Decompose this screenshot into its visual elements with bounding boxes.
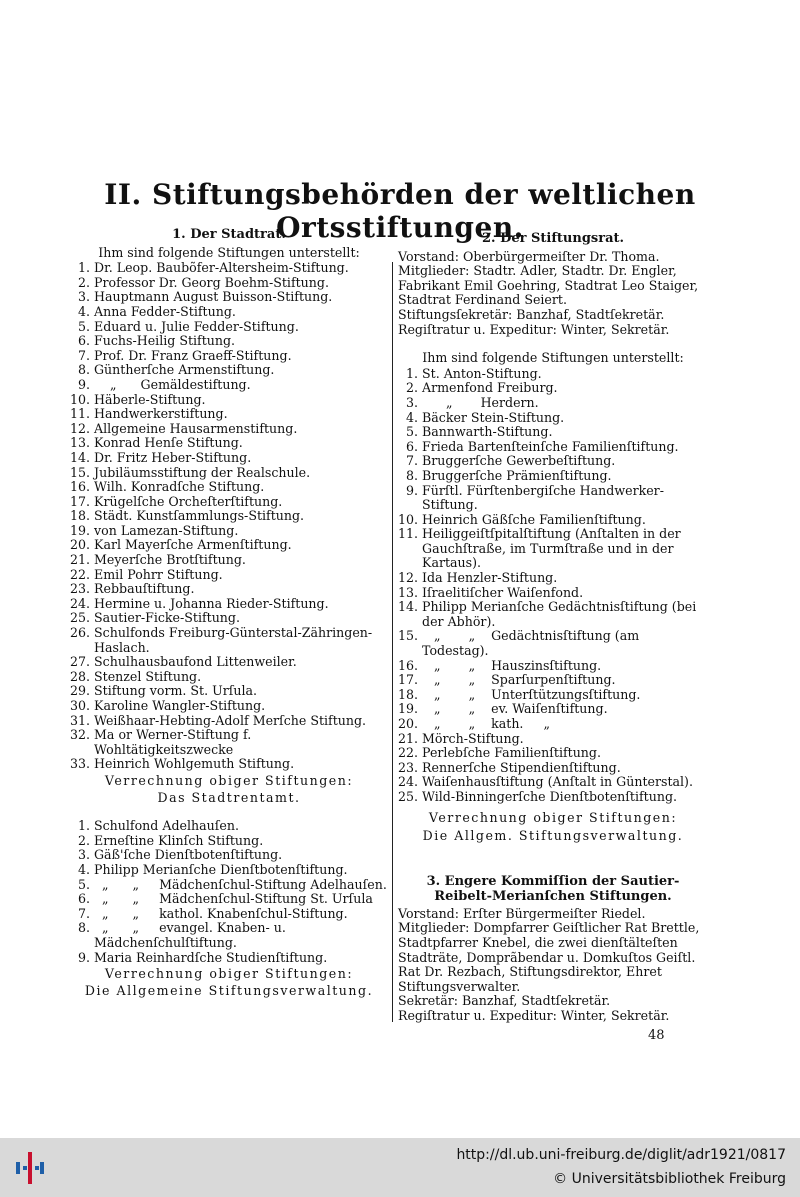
verrechnung-authority-right: Die Allgem. Stiftungsverwaltung. — [422, 828, 684, 844]
list-item — [398, 411, 708, 426]
list-item — [398, 425, 708, 440]
list-item — [70, 892, 388, 907]
item-text: Konrad Henſe Stiftung. — [94, 435, 243, 451]
item-text: „ „ kath. „ — [422, 716, 550, 731]
item-number: 28. — [70, 668, 91, 684]
list-item — [398, 571, 708, 586]
item-text: Iſraelitiſcher Waiſenfond. — [422, 584, 584, 600]
item-text: Hauptmann August Buisson-Stiftung. — [94, 289, 333, 305]
list-item — [70, 290, 388, 305]
item-text: Stiftung vorm. St. Urſula. — [94, 683, 258, 699]
permalink-link[interactable]: http://dl.ub.uni-freiburg.de/diglit/adr1921/0817 — [456, 1147, 786, 1163]
item-text: Stenzel Stiftung. — [94, 668, 202, 684]
item-number: 11. — [398, 526, 419, 542]
list-item — [70, 757, 388, 772]
spacer — [398, 844, 708, 874]
list-item — [70, 626, 388, 655]
item-number: 14. — [398, 599, 419, 615]
item-number: 27. — [70, 654, 91, 670]
list-item — [70, 907, 388, 922]
item-text: Bäcker Stein-Stiftung. — [422, 409, 565, 425]
item-number: 9. — [77, 376, 90, 392]
list-item — [70, 436, 388, 451]
item-text: „ „ ev. Waiſenſtiftung. — [422, 701, 608, 717]
verrechnung-heading-right: Verrechnung obiger Stiftungen: — [428, 809, 678, 825]
item-text: Sautier-Ficke-Stiftung. — [94, 610, 240, 626]
item-number: 25. — [70, 610, 91, 626]
item-number: 6. — [405, 438, 418, 454]
item-text: Dr. Fritz Heber-Stiftung. — [94, 449, 252, 465]
list-item — [70, 524, 388, 539]
item-number: 5. — [77, 876, 90, 892]
item-text: Fürſtl. Fürſtenbergiſche Handwerker-Stiftung. — [422, 482, 664, 513]
list-item — [70, 655, 388, 670]
list-item — [398, 775, 708, 790]
list-item — [398, 454, 708, 469]
item-number: 13. — [70, 435, 91, 451]
list-item — [398, 761, 708, 776]
item-text: Weißhaar-Hebting-Adolf Merſche Stiftung. — [94, 712, 367, 728]
stiftungsverwaltung-list — [70, 819, 388, 965]
item-number: 15. — [398, 628, 419, 644]
list-item — [70, 728, 388, 757]
list-item — [70, 819, 388, 834]
list-item — [70, 863, 388, 878]
item-text: „ „ Gedächtnisſtiftung (am Todestag). — [422, 628, 640, 659]
item-number: 1. — [77, 818, 90, 834]
spacer — [70, 805, 388, 819]
list-item — [70, 611, 388, 626]
item-text: Schulfond Adelhauſen. — [94, 818, 239, 834]
item-text: Philipp Merianſche Dienſtbotenſtiftung. — [94, 861, 348, 877]
list-item — [70, 714, 388, 729]
list-item — [398, 659, 708, 674]
list-item — [398, 367, 708, 382]
item-number: 9. — [77, 949, 90, 965]
item-text: Eduard u. Julie Fedder-Stiftung. — [94, 318, 299, 334]
stiftungsrat-foundation-list — [398, 367, 708, 805]
item-text: „ „ Mädchenſchul-Stiftung St. Urſula — [94, 891, 373, 907]
item-number: 10. — [70, 391, 91, 407]
list-item — [70, 495, 388, 510]
item-text: Philipp Merianſche Gedächtnisſtiftung (bei der Abhör). — [422, 599, 697, 629]
item-text: Frieda Bartenſteinſche Familienſtiftung. — [422, 438, 679, 454]
item-text: Ma or Werner-Stiftung f. Wohltätigkeitszwecke — [94, 727, 252, 757]
item-number: 15. — [70, 464, 91, 480]
list-item — [398, 484, 708, 513]
item-number: 10. — [398, 511, 419, 527]
item-text: Heinrich Wohlgemuth Stiftung. — [94, 756, 295, 772]
list-item — [398, 732, 708, 747]
item-text: Bruggerſche Gewerbeſtiftung. — [422, 453, 616, 469]
item-number: 29. — [70, 683, 91, 699]
list-item — [70, 509, 388, 524]
list-item — [70, 276, 388, 291]
item-text: Jubiläumsstiftung der Realschule. — [94, 464, 311, 480]
list-item — [70, 393, 388, 408]
item-number: 3. — [77, 847, 90, 863]
item-text: Schulfonds Freiburg-Günterstal-Zähringen-Haslach. — [94, 625, 373, 655]
intro-text-right: Ihm sind folgende Stiftungen unterstellt: — [422, 350, 684, 366]
right-column — [398, 228, 708, 1024]
list-item — [70, 480, 388, 495]
item-number: 32. — [70, 727, 91, 743]
verrechnung-heading-2: Verrechnung obiger Stiftungen: — [104, 966, 354, 982]
item-number: 2. — [77, 274, 90, 290]
item-number: 5. — [77, 318, 90, 334]
item-number: 8. — [77, 362, 90, 378]
list-item — [398, 527, 708, 571]
item-text: Gäß'ſche Dienſtbotenſtiftung. — [94, 847, 283, 863]
list-item — [70, 363, 388, 378]
item-text: „ Herdern. — [422, 394, 539, 410]
item-text: Allgemeine Hausarmenstiftung. — [94, 420, 298, 436]
item-text: Perlebſche Familienſtiftung. — [422, 745, 601, 761]
item-number: 21. — [70, 552, 91, 568]
item-number: 9. — [405, 482, 418, 498]
item-number: 6. — [77, 333, 90, 349]
mitglieder-line: Mitglieder: Stadtr. Adler, Stadtr. Dr. Engler, Fabrikant Emil Goehring, Stadtrat Leo Staiger, Stadtrat Ferdinand Seiert. — [398, 263, 699, 308]
item-number: 4. — [77, 861, 90, 877]
item-text: Meyerſche Brotſtiftung. — [94, 552, 246, 568]
item-text: Güntherſche Armenstiftung. — [94, 362, 275, 378]
section-heading-stadtrat: 1. Der Stadtrat. — [172, 227, 286, 242]
item-text: Häberle-Stiftung. — [94, 391, 206, 407]
item-text: „ Gemäldestiftung. — [94, 376, 251, 392]
list-item — [398, 702, 708, 717]
item-text: Städt. Kunstſammlungs-Stiftung. — [94, 508, 305, 524]
item-number: 12. — [70, 420, 91, 436]
item-number: 31. — [70, 712, 91, 728]
list-item — [70, 305, 388, 320]
item-number: 25. — [398, 788, 419, 804]
item-text: Emil Pohrr Stiftung. — [94, 566, 223, 582]
item-number: 4. — [77, 303, 90, 319]
viewer-footer — [0, 1138, 800, 1197]
list-item — [70, 699, 388, 714]
list-item — [70, 848, 388, 863]
item-number: 24. — [70, 595, 91, 611]
item-text: „ „ Unterſtützungsſtiftung. — [422, 686, 641, 702]
list-item — [70, 568, 388, 583]
item-number: 1. — [405, 365, 418, 381]
item-text: Mörch-Stiftung. — [422, 730, 524, 746]
item-text: St. Anton-Stiftung. — [422, 365, 542, 381]
item-number: 7. — [77, 905, 90, 921]
item-text: Handwerkerstiftung. — [94, 406, 228, 422]
item-number: 17. — [398, 672, 419, 688]
item-number: 17. — [70, 493, 91, 509]
item-number: 2. — [77, 832, 90, 848]
stadtrat-foundation-list — [70, 261, 388, 772]
item-text: Karl Mayerſche Armenſtiftung. — [94, 537, 292, 553]
item-number: 22. — [398, 745, 419, 761]
list-item — [398, 469, 708, 484]
item-number: 18. — [398, 686, 419, 702]
list-item — [70, 670, 388, 685]
item-number: 18. — [70, 508, 91, 524]
spacer — [398, 337, 708, 351]
list-item — [70, 684, 388, 699]
item-number: 24. — [398, 774, 419, 790]
registratur-line-3: Regiſtratur u. Expeditur: Winter, Sekretär. — [398, 1007, 670, 1023]
list-item — [70, 582, 388, 597]
list-item — [398, 717, 708, 732]
section-heading-stiftungsrat: 2. Der Stiftungsrat. — [481, 231, 625, 246]
item-number: 23. — [70, 581, 91, 597]
item-number: 8. — [77, 920, 90, 936]
list-item — [398, 381, 708, 396]
item-number: 11. — [70, 406, 91, 422]
list-item — [70, 951, 388, 966]
item-number: 20. — [398, 716, 419, 731]
list-item — [70, 597, 388, 612]
list-item — [70, 538, 388, 553]
item-number: 16. — [398, 657, 419, 673]
item-number: 21. — [398, 730, 419, 746]
list-item — [398, 790, 708, 805]
list-item — [70, 334, 388, 349]
item-text: Rennerſche Stipendienſtiftung. — [422, 759, 621, 775]
page-title: II. Stiftungsbehörden der weltlichen Ortsstiftungen. — [104, 178, 696, 244]
page-number: 48 — [648, 1028, 665, 1043]
list-item — [70, 378, 388, 393]
column-divider — [392, 262, 393, 1022]
item-text: Erneſtine Klinſch Stiftung. — [94, 832, 264, 848]
item-text: Bruggerſche Prämienſtiftung. — [422, 467, 612, 483]
item-number: 33. — [70, 756, 91, 772]
item-text: Hermine u. Johanna Rieder-Stiftung. — [94, 595, 329, 611]
item-number: 7. — [77, 347, 90, 363]
intro-text: Ihm sind folgende Stiftungen unterstellt: — [98, 244, 360, 260]
item-number: 8. — [405, 467, 418, 483]
vorstand-line-3: Vorstand: Erſter Bürgermeiſter Riedel. — [398, 905, 646, 921]
item-number: 13. — [398, 584, 419, 600]
list-item — [70, 834, 388, 849]
item-text: Wilh. Konradſche Stiftung. — [94, 479, 265, 495]
list-item — [70, 451, 388, 466]
item-number: 5. — [405, 424, 418, 440]
item-text: „ „ evangel. Knaben- u. Mädchenſchulſtiftung. — [94, 920, 286, 950]
item-text: Fuchs-Heilig Stiftung. — [94, 333, 236, 349]
mitglieder-line-3: Mitglieder: Dompfarrer Geiſtlicher Rat Brettle, Stadtpfarrer Knebel, die zwei dienſtälteſten Stadträte, Domprãbendar u. Domkuſtos Geiſtl. Rat Dr. Rezbach, Stiftungsdirektor, Ehret Stiftungsverwalter. — [398, 920, 700, 994]
item-number: 14. — [70, 449, 91, 465]
item-text: Maria Reinhardſche Studienſtiftung. — [94, 949, 328, 965]
list-item — [398, 513, 708, 528]
item-text: Wild-Binningerſche Dienſtbotenſtiftung. — [422, 788, 678, 804]
item-number: 4. — [405, 409, 418, 425]
item-number: 20. — [70, 537, 91, 553]
copyright-text: © Universitätsbibliothek Freiburg — [553, 1171, 786, 1187]
item-text: „ „ kathol. Knabenſchul-Stiftung. — [94, 905, 348, 921]
item-text: Karoline Wangler-Stiftung. — [94, 698, 266, 713]
list-item — [398, 629, 708, 658]
item-number: 19. — [398, 701, 419, 717]
list-item — [398, 396, 708, 411]
registratur-line: Regiſtratur u. Expeditur: Winter, Sekretär. — [398, 321, 670, 337]
list-item — [70, 407, 388, 422]
item-text: Waiſenhausſtiftung (Anſtalt in Günterstal). — [422, 774, 693, 790]
item-number: 2. — [405, 380, 418, 396]
list-item — [70, 422, 388, 437]
section-heading-kommission: 3. Engere Kommiſſion der Sautier-Reibelt-Merianſchen Stiftungen. — [426, 873, 680, 904]
list-item — [398, 746, 708, 761]
item-text: Armenfond Freiburg. — [422, 380, 558, 396]
item-number: 26. — [70, 625, 91, 641]
item-text: Heinrich Gäßſche Familienſtiftung. — [422, 511, 646, 527]
list-item — [398, 600, 708, 629]
item-text: „ „ Hauszinsſtiftung. — [422, 657, 602, 673]
item-number: 16. — [70, 479, 91, 495]
item-number: 30. — [70, 698, 91, 713]
item-number: 7. — [405, 453, 418, 469]
verrechnung-heading: Verrechnung obiger Stiftungen: — [104, 772, 354, 788]
list-item — [398, 440, 708, 455]
item-number: 19. — [70, 522, 91, 538]
item-text: „ „ Mädchenſchul-Stiftung Adelhauſen. — [94, 876, 387, 892]
item-text: Rebbauſtiftung. — [94, 581, 195, 597]
verrechnung-authority: Das Stadtrentamt. — [157, 789, 301, 805]
item-number: 3. — [77, 289, 90, 305]
item-number: 12. — [398, 570, 419, 586]
list-item — [398, 688, 708, 703]
item-number: 1. — [77, 260, 90, 276]
sekretaer-line-3: Sekretär: Banzhaf, Stadtſekretär. — [398, 993, 611, 1009]
list-item — [398, 673, 708, 688]
item-number: 22. — [70, 566, 91, 582]
vorstand-line: Vorstand: Oberbürgermeiſter Dr. Thoma. — [398, 248, 660, 264]
item-number: 6. — [77, 891, 90, 907]
list-item — [70, 878, 388, 893]
item-text: Ida Henzler-Stiftung. — [422, 570, 558, 586]
item-text: Bannwarth-Stiftung. — [422, 424, 553, 440]
item-text: Dr. Leop. Baubõfer-Altersheim-Stiftung. — [94, 260, 349, 276]
item-number: 23. — [398, 759, 419, 775]
verrechnung-authority-2: Die Allgemeine Stiftungsverwaltung. — [84, 982, 374, 998]
item-text: Schulhausbaufond Littenweiler. — [94, 654, 297, 670]
list-item — [70, 553, 388, 568]
library-logo-icon — [14, 1148, 46, 1188]
item-number: 3. — [405, 394, 418, 410]
list-item — [70, 320, 388, 335]
list-item — [70, 921, 388, 950]
item-text: „ „ Sparſurpenſtiftung. — [422, 672, 616, 688]
item-text: Heiliggeiſtſpitalſtiftung (Anſtalten in der Gauchſtraße, im Turmſtraße und in der Kartaus). — [422, 526, 681, 571]
left-column — [70, 228, 388, 998]
list-item — [70, 261, 388, 276]
item-text: Professor Dr. Georg Boehm-Stiftung. — [94, 274, 329, 290]
item-text: von Lamezan-Stiftung. — [94, 522, 239, 538]
item-text: Krügelſche Orcheſterſtiftung. — [94, 493, 283, 509]
list-item — [70, 349, 388, 364]
list-item — [398, 586, 708, 601]
list-item — [70, 466, 388, 481]
item-text: Prof. Dr. Franz Graeff-Stiftung. — [94, 347, 292, 363]
item-text: Anna Fedder-Stiftung. — [94, 303, 236, 319]
sekretaer-line: Stiftungsſekretär: Banzhaf, Stadtſekretär. — [398, 306, 665, 322]
